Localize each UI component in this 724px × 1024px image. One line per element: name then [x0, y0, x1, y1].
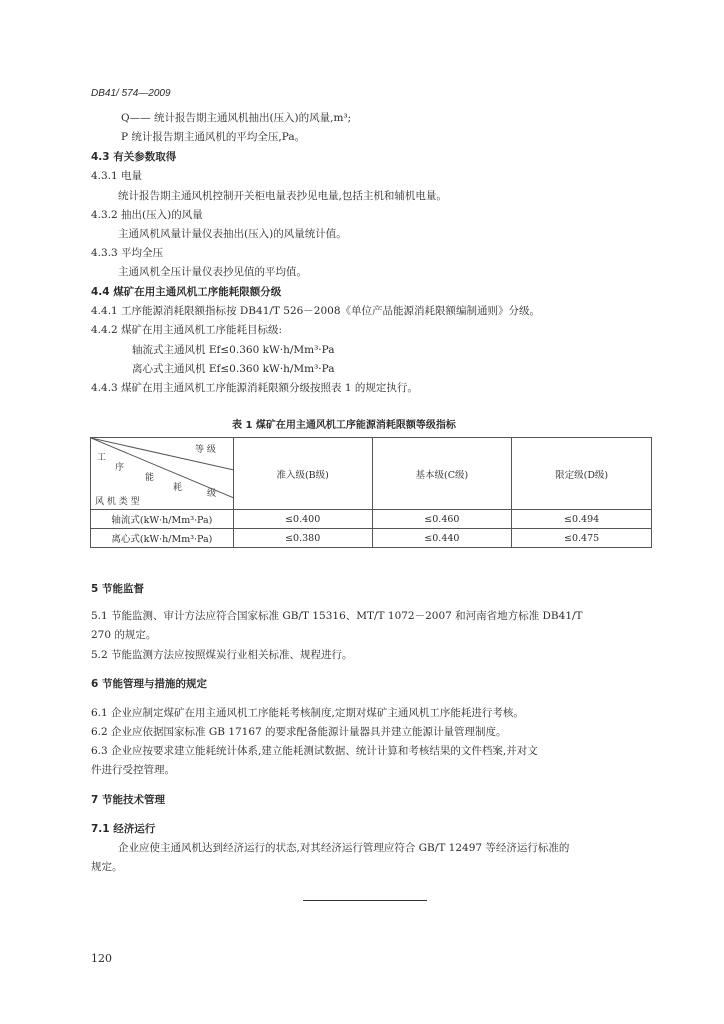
table-cell: ≤0.494 [512, 510, 652, 529]
corner-neng-label: 能 [145, 473, 155, 483]
section-7-1-line1: 企业应使主通风机达到经济运行的状态,对其经济运行管理应符合 GB/T 12497 等经济运行标准的 [118, 842, 570, 854]
section-7-1-title: 7.1 经济运行 [91, 823, 156, 835]
section-4-3-1-text: 统计报告期主通风机控制开关柜电量表抄见电量,包括主机和辅机电量。 [118, 190, 447, 202]
section-4-3-title: 4.3 有关参数取得 [91, 151, 177, 163]
definition-p: P 统计报告期主通风机的平均全压,Pa。 [121, 131, 306, 143]
table-cell: ≤0.400 [233, 510, 372, 529]
row-label: 离心式(kW·h/Mm³·Pa) [91, 529, 234, 548]
section-4-3-3-text: 主通风机全压计量仪表抄见值的平均值。 [118, 266, 307, 278]
section-6-3-line1: 6.3 企业应按要求建立能耗统计体系,建立能耗测试数据、统计计算和考核结果的文件档案,并对文 [91, 745, 538, 757]
end-rule [303, 900, 427, 901]
section-4-4-3: 4.4.3 煤矿在用主通风机工序能源消耗限额分级按照表 1 的规定执行。 [91, 382, 418, 394]
table-row [91, 529, 652, 548]
corner-xu-label: 序 [115, 463, 125, 473]
section-4-3-1-title: 4.3.1 电量 [91, 170, 143, 182]
section-7-title: 7 节能技术管理 [91, 794, 165, 806]
section-6-3-line2: 件进行受控管理。 [91, 764, 175, 776]
section-6-2: 6.2 企业应依据国家标准 GB 17167 的要求配备能源计量器具并建立能源计量管理制度。 [91, 726, 507, 738]
section-5-2: 5.2 节能监测方法应按照煤炭行业相关标准、规程进行。 [91, 649, 353, 661]
running-header: DB41/ 574—2009 [91, 88, 171, 99]
section-5-1-line2: 270 的规定。 [91, 629, 157, 641]
table-cell: ≤0.380 [233, 529, 372, 548]
table-row [91, 510, 652, 529]
section-4-4-title: 4.4 煤矿在用主通风机工序能耗限额分级 [91, 286, 282, 298]
column-header-c: 基本级(C级) [372, 438, 512, 510]
corner-ji-label: 级 [207, 489, 217, 499]
energy-grade-table [90, 437, 652, 548]
corner-hao-label: 耗 [173, 483, 183, 493]
section-4-3-2-text: 主通风机风量计量仪表抽出(压入)的风量统计值。 [118, 228, 347, 240]
table-caption: 表 1 煤矿在用主通风机工序能源消耗限额等级指标 [232, 420, 456, 431]
table-cell: ≤0.475 [512, 529, 652, 548]
corner-gong-label: 工 [97, 453, 107, 463]
table-header-row [91, 438, 652, 510]
section-5-1-line1: 5.1 节能监测、审计方法应符合国家标准 GB/T 15316、MT/T 1072－2007 和河南省地方标准 DB41/T [91, 610, 583, 622]
column-header-d: 限定级(D级) [512, 438, 652, 510]
definition-q: Q—— 统计报告期主通风机抽出(压入)的风量,m³; [121, 112, 352, 124]
section-4-4-2: 4.4.2 煤矿在用主通风机工序能耗目标级: [91, 324, 283, 336]
corner-fan-type-label: 风 机 类 型 [95, 497, 140, 507]
section-4-3-3-title: 4.3.3 平均全压 [91, 247, 164, 259]
page-number: 120 [91, 952, 112, 965]
axial-fan-target: 轴流式主通风机 Ef≤0.360 kW·h/Mm³·Pa [132, 344, 335, 356]
section-4-4-1: 4.4.1 工序能源消耗限额指标按 DB41/T 526－2008《单位产品能源消耗限额编制通则》分级。 [91, 305, 541, 317]
section-4-3-2-title: 4.3.2 抽出(压入)的风量 [91, 209, 203, 221]
row-label: 轴流式(kW·h/Mm³·Pa) [91, 510, 234, 529]
corner-grade-label: 等 级 [195, 445, 216, 455]
section-6-title: 6 节能管理与措施的规定 [91, 678, 207, 690]
table-cell: ≤0.440 [372, 529, 512, 548]
column-header-b: 准入级(B级) [233, 438, 372, 510]
table-cell: ≤0.460 [372, 510, 512, 529]
centrifugal-fan-target: 离心式主通风机 Ef≤0.360 kW·h/Mm³·Pa [132, 363, 335, 375]
section-7-1-line2: 规定。 [91, 861, 123, 873]
table-corner-cell [91, 438, 234, 510]
section-5-title: 5 节能监督 [91, 583, 144, 595]
section-6-1: 6.1 企业应制定煤矿在用主通风机工序能耗考核制度,定期对煤矿主通风机工序能耗进行考核。 [91, 707, 524, 719]
